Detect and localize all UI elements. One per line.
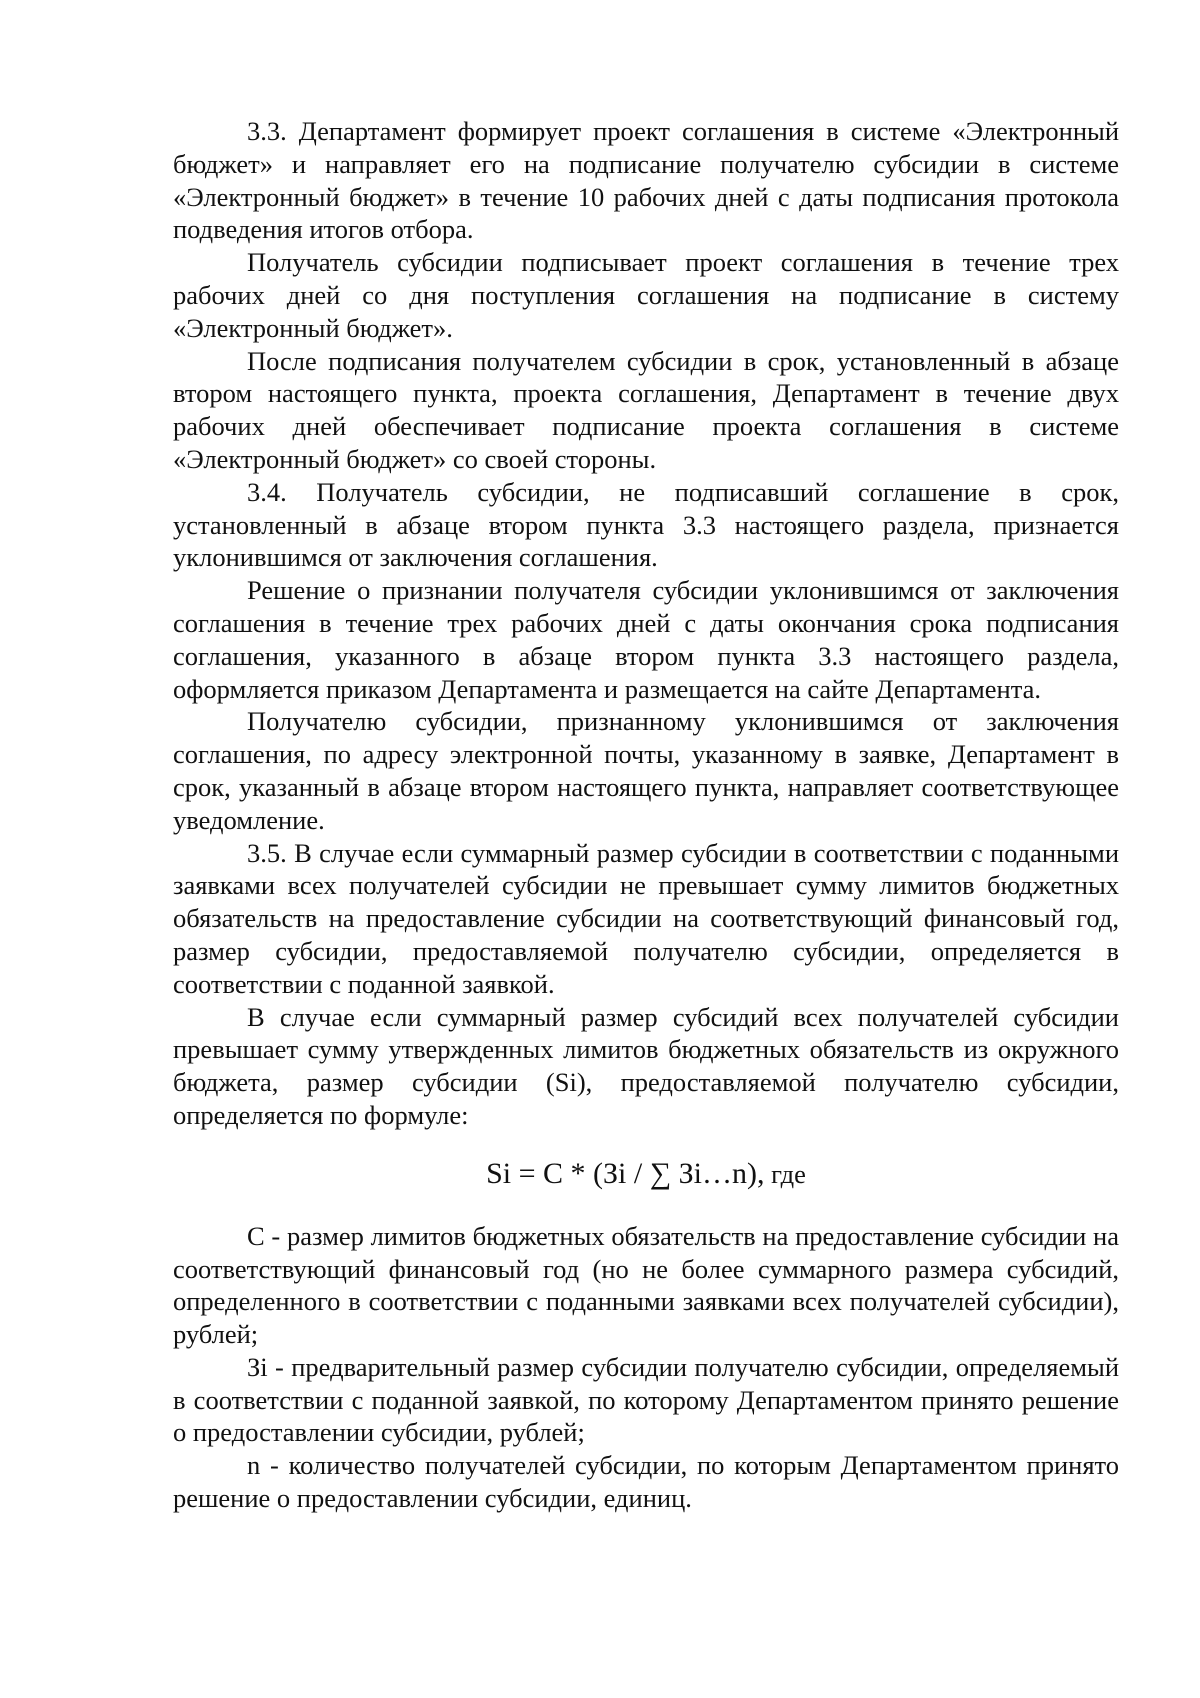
subsidy-formula <box>173 1154 1119 1194</box>
formula-expression: Si = C * (Зi / ∑ Зi…n), <box>486 1156 765 1190</box>
paragraph-3-4: 3.4. Получатель субсидии, не подписавший соглашение в срок, установленный в абзаце втором пункта 3.3 настоящего раздела, признается уклонившимся от заключения соглашения. <box>173 476 1119 573</box>
definition-zi: Зi - предварительный размер субсидии получателю субсидии, определяемый в соответствии с поданной заявкой, по которому Департаментом принято решение о предоставлении субсидии, рублей; <box>173 1351 1119 1448</box>
definition-n: n - количество получателей субсидии, по которым Департаментом принято решение о предоставлении субсидии, единиц. <box>173 1450 1119 1514</box>
formula-suffix: где <box>764 1158 806 1189</box>
paragraph-signing-term: Получатель субсидии подписывает проект соглашения в течение трех рабочих дней со дня поступления соглашения на подписание в систему «Электронный бюджет». <box>173 247 1119 343</box>
paragraph-evasion-notice: Получателю субсидии, признанному уклонившимся от заключения соглашения, по адресу электронной почты, указанному в заявке, Департамент в срок, указанный в абзаце втором настоящего пункта, направляет соответствующее уведомление. <box>173 706 1119 835</box>
paragraph-formula-intro: В случае если суммарный размер субсидий всех получателей субсидии превышает сумму утвержденных лимитов бюджетных обязательств из окружного бюджета, размер субсидии (Si), предоставляемой получателю субсидии, определяется по формуле: <box>173 1001 1119 1130</box>
paragraph-3-5: 3.5. В случае если суммарный размер субсидии в соответствии с поданными заявками всех получателей субсидии не превышает сумму лимитов бюджетных обязательств на предоставление субсидии на соответствующий финансовый год, размер субсидии, предоставляемой получателю субсидии, определяется в соответствии с поданной заявкой. <box>173 837 1119 999</box>
paragraph-3-3: 3.3. Департамент формирует проект соглашения в системе «Электронный бюджет» и направляет его на подписание получателю субсидии в системе «Электронный бюджет» в течение 10 рабочих дней с даты подписания протокола подведения итогов отбора. <box>173 116 1119 245</box>
document-body <box>173 115 1119 1515</box>
definition-c: C - размер лимитов бюджетных обязательств на предоставление субсидии на соответствующий финансовый год (но не более суммарного размера субсидий, определенного в соответствии с поданными заявками всех получателей субсидии), рублей; <box>173 1220 1119 1350</box>
paragraph-department-signing: После подписания получателем субсидии в срок, установленный в абзаце втором настоящего пункта, проекта соглашения, Департамент в течение двух рабочих дней обеспечивает подписание проекта соглашения в системе «Электронный бюджет» со своей стороны. <box>173 345 1119 474</box>
paragraph-evasion-decision: Решение о признании получателя субсидии уклонившимся от заключения соглашения в течение трех рабочих дней с даты окончания срока подписания соглашения, указанного в абзаце втором пункта 3.3 настоящего раздела, оформляется приказом Департамента и размещается на сайте Департамента. <box>173 575 1119 704</box>
